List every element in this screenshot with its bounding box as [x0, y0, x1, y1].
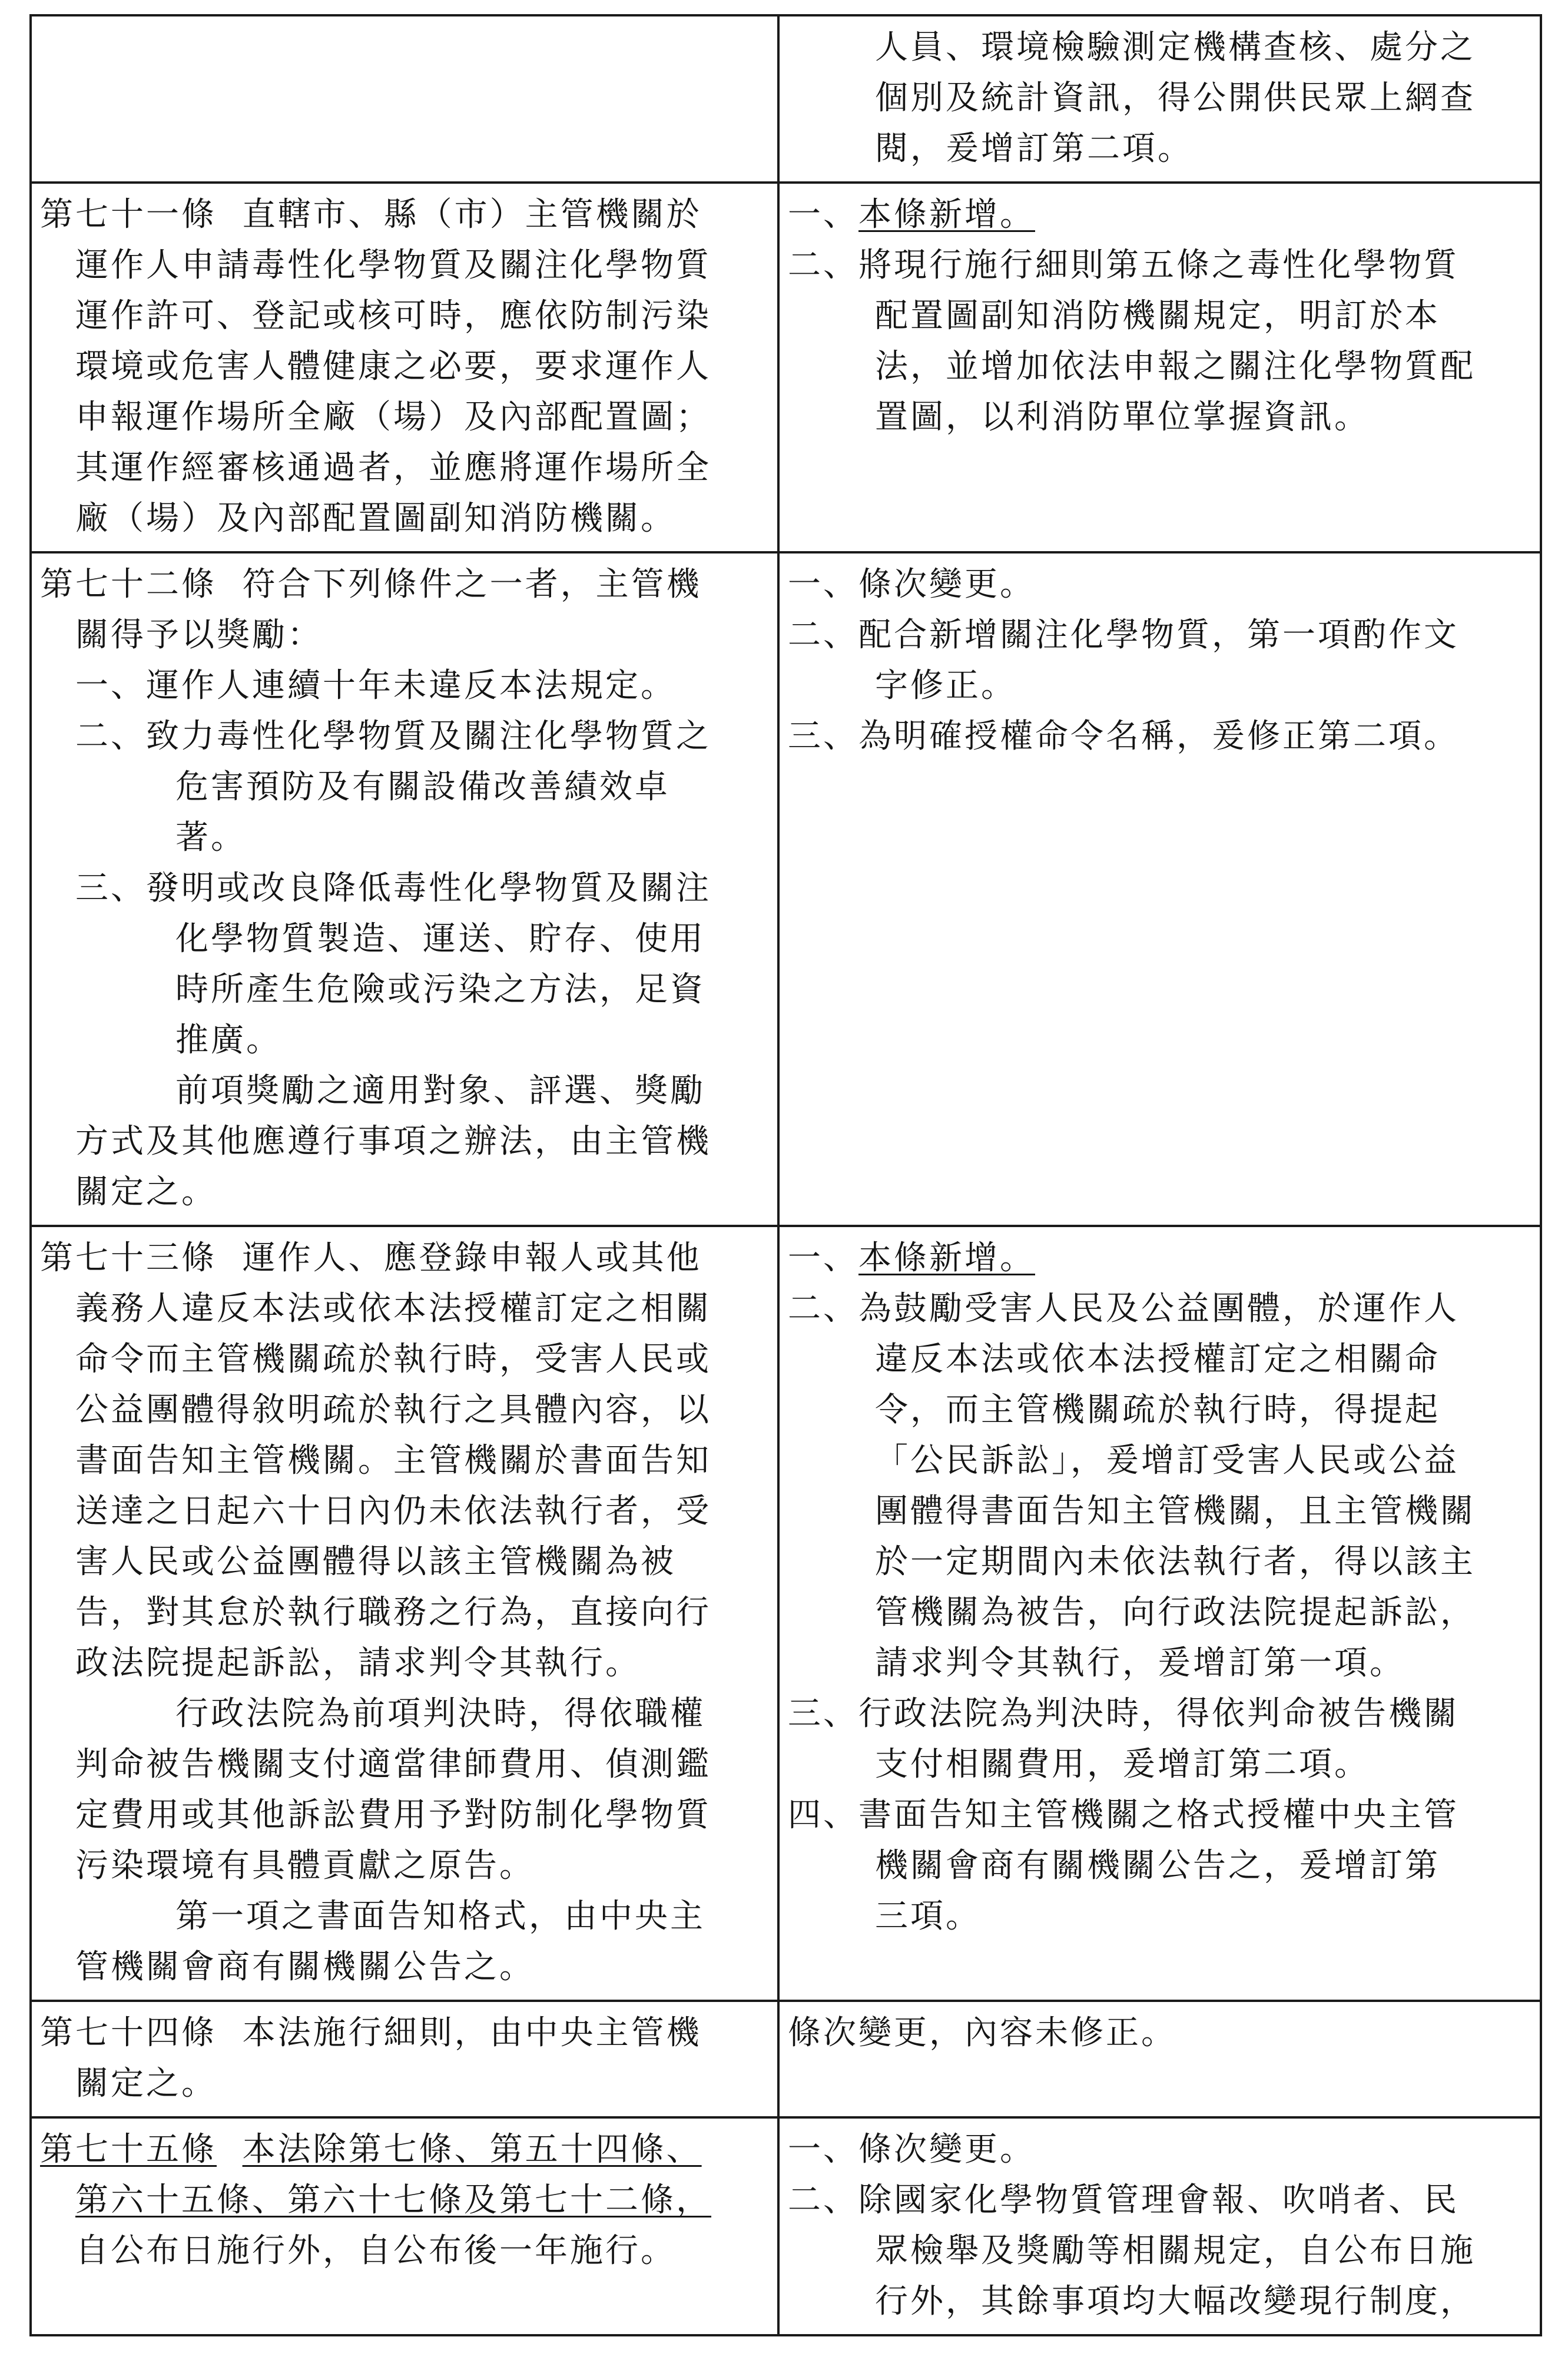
item-text: 條次變更。 [858, 565, 1035, 604]
text-line: 行政法院為前項判決時，得依職權 [175, 1695, 705, 1733]
article-heading: 第七十二條 [40, 565, 217, 604]
item-line [788, 610, 1533, 661]
text-line: 書面告知主管機關。主管機關於書面告知 [75, 1441, 711, 1480]
text-line: 判命被告機關支付適當律師費用、偵測鑑 [75, 1745, 711, 1784]
text-line: 「公民訴訟」，爰增訂受害人民或公益 [875, 1441, 1459, 1480]
text-line: 公益團體得敘明疏於執行之具體內容，以 [75, 1391, 711, 1429]
table-row [31, 2001, 1541, 2117]
item-line [788, 1233, 1533, 1284]
item-text: 致力毒性化學物質及關注化學物質之 [146, 717, 711, 755]
item-line [788, 240, 1533, 291]
item-text: 運作人連續十年未違反本法規定。 [146, 667, 676, 705]
item-text: 為明確授權命令名稱，爰修正第二項。 [858, 717, 1459, 755]
text-line: 第六十五條、第六十七條及第七十二條， [75, 2181, 711, 2219]
explanation-cell [778, 2001, 1541, 2117]
item-line [788, 2175, 1533, 2226]
table-row [31, 1226, 1541, 2001]
text-line: 條次變更，內容未修正。 [788, 2014, 1176, 2052]
item-number: 二、 [788, 246, 858, 284]
text-line: 關定之。 [75, 1173, 217, 1211]
article-heading: 第七十五條 [40, 2130, 217, 2169]
list-item [40, 661, 770, 711]
text-line: 運作許可、登記或核可時，應依防制污染 [75, 297, 711, 335]
item-line [788, 1689, 1533, 1739]
text-line: 自公布日施行外，自公布後一年施行。 [75, 2232, 676, 2270]
text-line: 政法院提起訴訟，請求判令其執行。 [75, 1644, 641, 1682]
text-line: 命令而主管機關疏於執行時，受害人民或 [75, 1340, 711, 1378]
text-line: 於一定期間內未依法執行者，得以該主 [875, 1543, 1476, 1581]
item-number: 三、 [75, 869, 146, 907]
text-line: 運作人申請毒性化學物質及關注化學物質 [75, 246, 711, 284]
item-text: 行政法院為判決時，得依判命被告機關 [858, 1695, 1459, 1733]
amendment-comparison-table [29, 14, 1542, 2336]
text-line: 告，對其怠於執行職務之行為，直接向行 [75, 1593, 711, 1632]
list-item [40, 711, 770, 762]
article-text-cell [31, 1226, 778, 2001]
explanation-cell [778, 183, 1541, 552]
text-line: 關得予以獎勵： [75, 616, 323, 654]
article-first-line [40, 2124, 770, 2175]
text-line: 廠（場）及內部配置圖副知消防機關。 [75, 499, 676, 538]
text-line: 化學物質製造、運送、貯存、使用 [175, 920, 705, 958]
item-line [788, 2124, 1533, 2175]
table-row [31, 183, 1541, 552]
text-line: 管機關會商有關機關公告之。 [75, 1948, 535, 1986]
item-line [788, 711, 1533, 762]
article-first-text: 符合下列條件之一者，主管機 [242, 565, 702, 604]
article-first-line [40, 190, 770, 240]
item-text: 本條新增。 [858, 195, 1035, 234]
text-line: 法，並增加依法申報之關注化學物質配 [875, 347, 1476, 386]
text-line: 害人民或公益團體得以該主管機關為被 [75, 1543, 676, 1581]
text-line: 個別及統計資訊，得公開供民眾上網查 [875, 79, 1476, 117]
item-number: 一、 [788, 565, 858, 604]
explanation-cell [778, 1226, 1541, 2001]
text-line: 定費用或其他訴訟費用予對防制化學物質 [75, 1796, 711, 1834]
article-first-text: 本法除第七條、第五十四條、 [242, 2130, 702, 2169]
explanation-cell [778, 552, 1541, 1226]
item-text: 條次變更。 [858, 2130, 1035, 2169]
text-line: 行外，其餘事項均大幅改變現行制度， [875, 2282, 1476, 2321]
text-line: 其運作經審核通過者，並應將運作場所全 [75, 449, 711, 487]
article-text-cell [31, 15, 778, 183]
item-number: 一、 [788, 1239, 858, 1277]
item-number: 一、 [788, 2130, 858, 2169]
text-line: 人員、環境檢驗測定機構查核、處分之 [875, 28, 1476, 67]
text-line: 著。 [175, 818, 246, 857]
text-line: 環境或危害人體健康之必要，要求運作人 [75, 347, 711, 386]
text-line: 時所產生危險或污染之方法，足資 [175, 970, 705, 1009]
article-first-line [40, 559, 770, 610]
text-line: 支付相關費用，爰增訂第二項。 [875, 1745, 1370, 1784]
item-line [788, 559, 1533, 610]
text-line: 令，而主管機關疏於執行時，得提起 [875, 1391, 1440, 1429]
text-line: 推廣。 [175, 1021, 281, 1059]
item-number: 二、 [788, 616, 858, 654]
text-line: 眾檢舉及獎勵等相關規定，自公布日施 [875, 2232, 1476, 2270]
item-number: 一、 [75, 667, 146, 705]
item-line [788, 190, 1533, 240]
list-item [40, 863, 770, 914]
text-line: 申報運作場所全廠（場）及內部配置圖； [75, 398, 711, 436]
text-line: 方式及其他應遵行事項之辦法，由主管機 [75, 1122, 711, 1161]
text-line: 前項獎勵之適用對象、評選、獎勵 [175, 1072, 705, 1110]
item-line [788, 1284, 1533, 1334]
text-line: 字修正。 [875, 667, 1016, 705]
item-text: 為鼓勵受害人民及公益團體，於運作人 [858, 1290, 1459, 1328]
explanation-cell [778, 2117, 1541, 2335]
article-first-line [40, 2008, 770, 2059]
explanation-cell [778, 15, 1541, 183]
item-text: 配合新增關注化學物質，第一項酌作文 [858, 616, 1459, 654]
text-line: 污染環境有具體貢獻之原告。 [75, 1847, 535, 1885]
item-number: 二、 [788, 1290, 858, 1328]
text-line: 送達之日起六十日內仍未依法執行者，受 [75, 1492, 711, 1530]
article-heading: 第七十三條 [40, 1239, 217, 1277]
text-line: 關定之。 [75, 2064, 217, 2103]
article-text-cell [31, 2001, 778, 2117]
article-text-cell [31, 2117, 778, 2335]
article-first-text: 直轄市、縣（市）主管機關於 [242, 195, 702, 234]
text-line: 危害預防及有關設備改善績效卓 [175, 768, 670, 806]
text-line: 違反本法或依本法授權訂定之相關命 [875, 1340, 1440, 1378]
text-line: 請求判令其執行，爰增訂第一項。 [875, 1644, 1405, 1682]
item-text: 發明或改良降低毒性化學物質及關注 [146, 869, 711, 907]
item-text: 除國家化學物質管理會報、吹哨者、民 [858, 2181, 1459, 2219]
item-number: 二、 [788, 2181, 858, 2219]
item-number: 三、 [788, 717, 858, 755]
text-line: 三項。 [875, 1897, 981, 1935]
article-heading: 第七十四條 [40, 2014, 217, 2052]
item-text: 書面告知主管機關之格式授權中央主管 [858, 1796, 1459, 1834]
text-line: 第一項之書面告知格式，由中央主 [175, 1897, 705, 1935]
table-row [31, 552, 1541, 1226]
text-line: 義務人違反本法或依本法授權訂定之相關 [75, 1290, 711, 1328]
text-line: 閱，爰增訂第二項。 [875, 130, 1193, 168]
text-line: 置圖，以利消防單位掌握資訊。 [875, 398, 1370, 436]
item-number: 一、 [788, 195, 858, 234]
item-number: 四、 [788, 1796, 858, 1834]
article-first-text: 本法施行細則，由中央主管機 [242, 2014, 702, 2052]
item-number: 三、 [788, 1695, 858, 1733]
table-row [31, 2117, 1541, 2335]
text-line: 機關會商有關機關公告之，爰增訂第 [875, 1847, 1440, 1885]
article-first-text: 運作人、應登錄申報人或其他 [242, 1239, 702, 1277]
text-line: 配置圖副知消防機關規定，明訂於本 [875, 297, 1440, 335]
article-heading: 第七十一條 [40, 195, 217, 234]
text-line: 團體得書面告知主管機關，且主管機關 [875, 1492, 1476, 1530]
item-line [788, 1790, 1533, 1841]
article-text-cell [31, 552, 778, 1226]
article-text-cell [31, 183, 778, 552]
item-text: 將現行施行細則第五條之毒性化學物質 [858, 246, 1459, 284]
article-first-line [40, 1233, 770, 1284]
text-line: 管機關為被告，向行政法院提起訴訟， [875, 1593, 1476, 1632]
item-text: 本條新增。 [858, 1239, 1035, 1277]
table-row [31, 15, 1541, 183]
item-number: 二、 [75, 717, 146, 755]
